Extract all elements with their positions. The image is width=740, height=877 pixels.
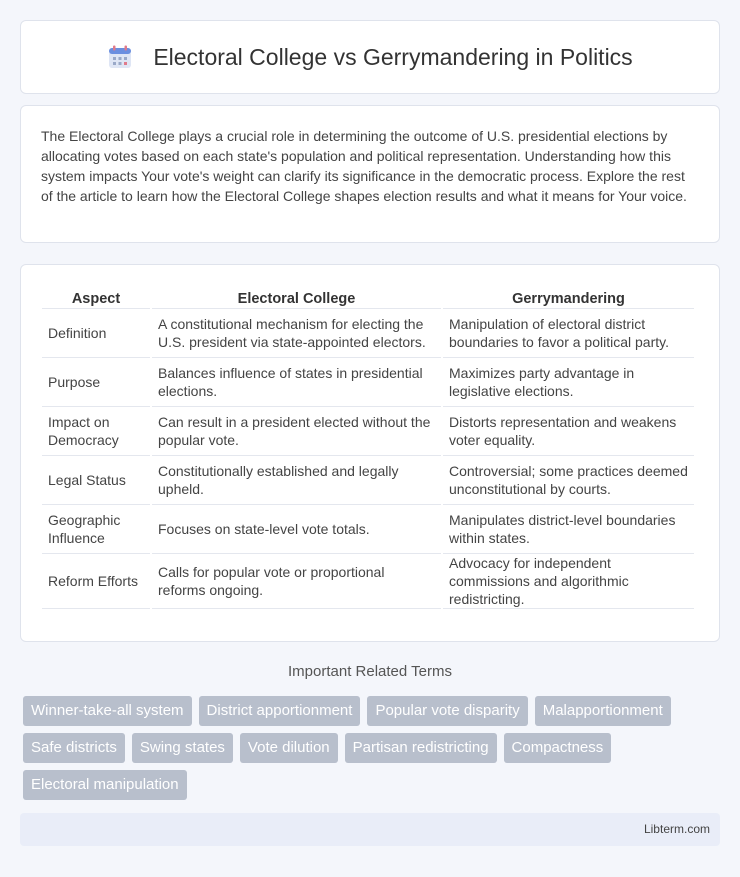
footer	[20, 813, 720, 846]
comparison-table	[40, 285, 696, 609]
electoral-college-cell: Focuses on state-level vote totals.	[152, 505, 441, 554]
gerrymandering-cell: Maximizes party advantage in legislative elections.	[443, 358, 694, 407]
table-header-row	[42, 285, 694, 309]
gerrymandering-cell: Distorts representation and weakens voter equality.	[443, 407, 694, 456]
table-row	[42, 358, 694, 407]
gerrymandering-cell: Controversial; some practices deemed unconstitutional by courts.	[443, 456, 694, 505]
table-row	[42, 505, 694, 554]
page-title: Electoral College vs Gerrymandering in Politics	[153, 43, 633, 70]
aspect-cell: Reform Efforts	[42, 554, 150, 609]
term-tag[interactable]: Swing states	[132, 733, 233, 763]
aspect-cell: Legal Status	[42, 456, 150, 505]
calendar-icon	[107, 44, 133, 70]
gerrymandering-cell: Advocacy for independent commissions and algorithmic redistricting.	[443, 554, 694, 609]
aspect-cell: Definition	[42, 309, 150, 358]
table-row	[42, 456, 694, 505]
footer-brand-link[interactable]: Libterm.com	[643, 822, 710, 836]
aspect-cell: Geographic Influence	[42, 505, 150, 554]
table-row	[42, 309, 694, 358]
intro-paragraph: The Electoral College plays a crucial role in determining the outcome of U.S. presidential elections by allocating votes based on each state's population and political representation. Understanding how this system impacts Your vote's weight can clarify its significance in the democratic process. Explore the rest of the article to learn how the Electoral College shapes election results and what it means for Your voice.	[41, 128, 687, 204]
table-row	[42, 554, 694, 609]
related-terms-title: Important Related Terms	[288, 663, 452, 680]
term-tag[interactable]: District apportionment	[199, 696, 361, 726]
header-card	[20, 20, 720, 94]
gerrymandering-cell: Manipulates district-level boundaries within states.	[443, 505, 694, 554]
electoral-college-cell: Balances influence of states in presidential elections.	[152, 358, 441, 407]
aspect-cell: Impact on Democracy	[42, 407, 150, 456]
title-wrap	[107, 44, 632, 71]
related-terms-list	[23, 696, 723, 800]
electoral-college-cell: Constitutionally established and legally upheld.	[152, 456, 441, 505]
gerrymandering-cell: Manipulation of electoral district boundaries to favor a political party.	[443, 309, 694, 358]
aspect-cell: Purpose	[42, 358, 150, 407]
term-tag[interactable]: Partisan redistricting	[345, 733, 497, 763]
electoral-college-cell: Calls for popular vote or proportional reforms ongoing.	[152, 554, 441, 609]
header-gerrymandering: Gerrymandering	[443, 285, 694, 309]
term-tag[interactable]: Compactness	[504, 733, 612, 763]
intro-card	[20, 105, 720, 243]
table-row	[42, 407, 694, 456]
term-tag[interactable]: Winner-take-all system	[23, 696, 192, 726]
term-tag[interactable]: Malapportionment	[535, 696, 671, 726]
electoral-college-cell: A constitutional mechanism for electing the U.S. president via state-appointed electors.	[152, 309, 441, 358]
header-electoral-college: Electoral College	[152, 285, 441, 309]
electoral-college-cell: Can result in a president elected without the popular vote.	[152, 407, 441, 456]
comparison-table-card	[20, 264, 720, 642]
header-aspect: Aspect	[42, 285, 150, 309]
term-tag[interactable]: Electoral manipulation	[23, 770, 187, 800]
term-tag[interactable]: Popular vote disparity	[367, 696, 527, 726]
term-tag[interactable]: Vote dilution	[240, 733, 338, 763]
term-tag[interactable]: Safe districts	[23, 733, 125, 763]
